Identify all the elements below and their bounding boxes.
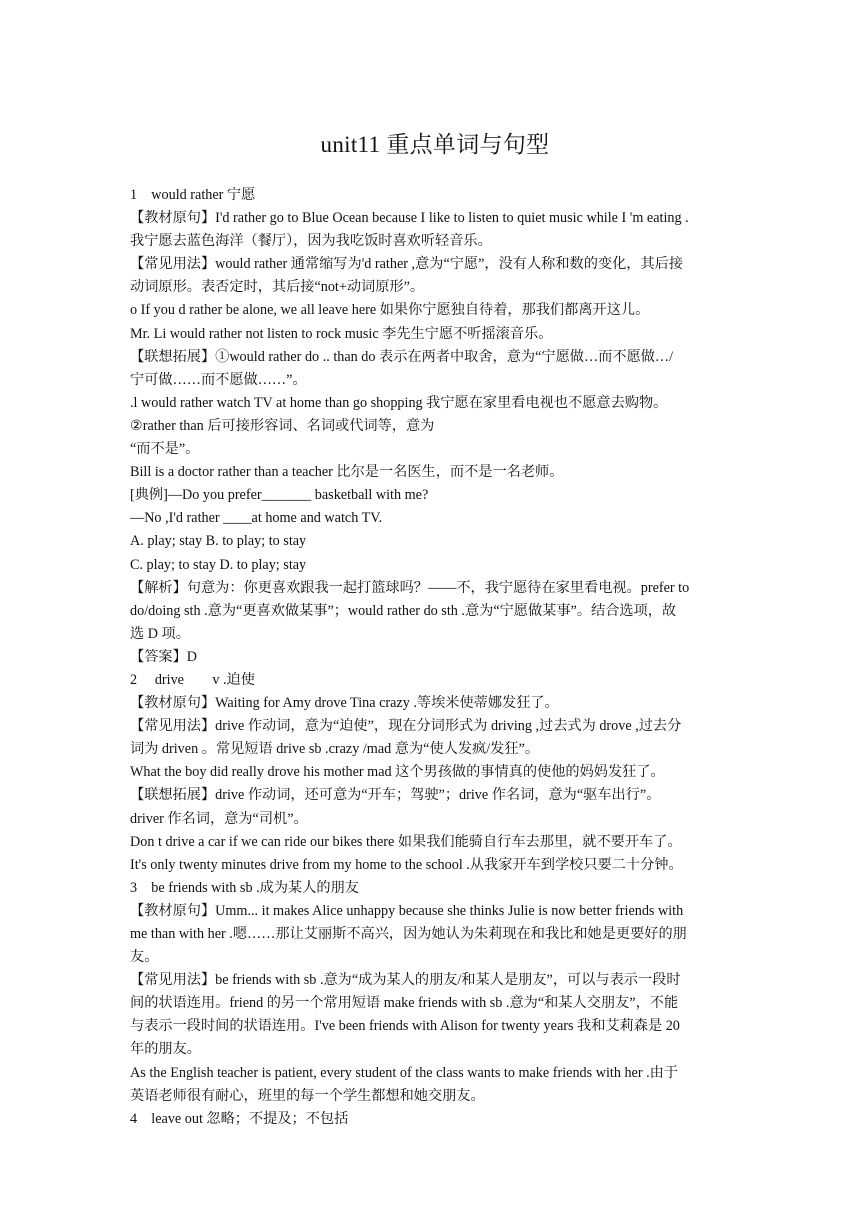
text-line: “而不是”。 (130, 441, 200, 458)
text-line: Mr. Li would rather not listen to rock music 李先生宁愿不听摇滚音乐。 (130, 325, 553, 342)
text-line: 【答案】D (130, 648, 197, 665)
text-line: 英语老师很有耐心，班里的每一个学生都想和她交朋友。 (130, 1087, 485, 1104)
text-line: 【教材原句】Umm... it makes Alice unhappy because she thinks Julie is now better friends with (130, 902, 684, 919)
text-line: 【教材原句】Waiting for Amy drove Tina crazy .等埃米使蒂娜发狂了。 (130, 695, 559, 712)
text-line: 与表示一段时间的状语连用。I've been friends with Alison for twenty years 我和艾莉森是 20 (130, 1018, 680, 1035)
text-line: 动词原形。表否定时，其后接“not+动词原形”。 (130, 279, 425, 296)
text-line: 【常见用法】be friends with sb .意为“成为某人的朋友/和某人是朋友”，可以与表示一段时 (130, 972, 681, 989)
text-line: 间的状语连用。friend 的另一个常用短语 make friends with sb .意为“和某人交朋友”，不能 (130, 995, 679, 1012)
text-line: 【联想拓展】drive 作动词，还可意为“开车；驾驶”；drive 作名词，意为“驱车出行”。 (130, 787, 661, 804)
text-line: 选 D 项。 (130, 625, 190, 642)
text-line: [典例]—Do you prefer_______ basketball with me? (130, 487, 429, 504)
text-line: driver 作名词，意为“司机”。 (130, 810, 308, 827)
text-line: do/doing sth .意为“更喜欢做某事”；would rather do sth .意为“宁愿做某事”。结合选项，故 (130, 602, 677, 619)
page-title: unit11 重点单词与句型 (320, 132, 550, 157)
text-line: 【教材原句】I'd rather go to Blue Ocean because I like to listen to quiet music while I 'm eating . (130, 210, 689, 227)
text-line: me than with her .嗯……那让艾丽斯不高兴，因为她认为朱莉现在和我比和她是更要好的朋 (130, 926, 687, 942)
text-line: Don t drive a car if we can ride our bikes there 如果我们能骑自行车去那里，就不要开车了。 (130, 833, 682, 850)
text-line: Bill is a doctor rather than a teacher 比尔是一名医生，而不是一名老师。 (130, 464, 564, 481)
text-line: ②rather than 后可接形容词、名词或代词等，意为 (130, 417, 435, 434)
text-line: 【联想拓展】①would rather do .. than do 表示在两者中取舍，意为“宁愿做…而不愿做…/ (130, 348, 674, 365)
text-line: 3 be friends with sb .成为某人的朋友 (130, 879, 359, 896)
text-line: 宁可做……而不愿做……”。 (130, 371, 307, 388)
text-line: 友。 (130, 949, 159, 966)
text-line: 年的朋友。 (130, 1041, 201, 1058)
text-line: o If you d rather be alone, we all leave here 如果你宁愿独自待着，那我们都离开这儿。 (130, 302, 650, 319)
text-line: 【常见用法】drive 作动词，意为“迫使”，现在分词形式为 driving ,过去式为 drove ,过去分 (130, 718, 682, 735)
text-line: It's only twenty minutes drive from my home to the school .从我家开车到学校只要二十分钟。 (130, 856, 683, 873)
document-body (130, 184, 740, 1131)
text-line: 1 would rather 宁愿 (130, 187, 256, 203)
text-line: C. play; to stay D. to play; stay (130, 556, 307, 573)
text-line: 4 leave out 忽略；不提及；不包括 (130, 1110, 349, 1127)
text-line: 【解析】句意为：你更喜欢跟我一起打篮球吗？——不，我宁愿待在家里看电视。prefer to (130, 579, 690, 596)
text-line: 我宁愿去蓝色海洋（餐厅），因为我吃饭时喜欢听轻音乐。 (130, 233, 492, 250)
text-line: A. play; stay B. to play; to stay (130, 533, 307, 550)
text-line: What the boy did really drove his mother mad 这个男孩做的事情真的使他的妈妈发狂了。 (130, 764, 665, 781)
text-line: —No ,I'd rather ____at home and watch TV. (130, 510, 383, 527)
text-line: .l would rather watch TV at home than go shopping 我宁愿在家里看电视也不愿意去购物。 (130, 394, 668, 411)
text-line: As the English teacher is patient, every student of the class wants to make friends with her .由于 (130, 1064, 679, 1081)
text-line: 【常见用法】would rather 通常缩写为'd rather ,意为“宁愿”，没有人称和数的变化，其后接 (130, 256, 684, 273)
text-line: 2 drive v .迫使 (130, 671, 255, 688)
text-line: 词为 driven 。常见短语 drive sb .crazy /mad 意为“使人发疯/发狂”。 (130, 741, 540, 758)
